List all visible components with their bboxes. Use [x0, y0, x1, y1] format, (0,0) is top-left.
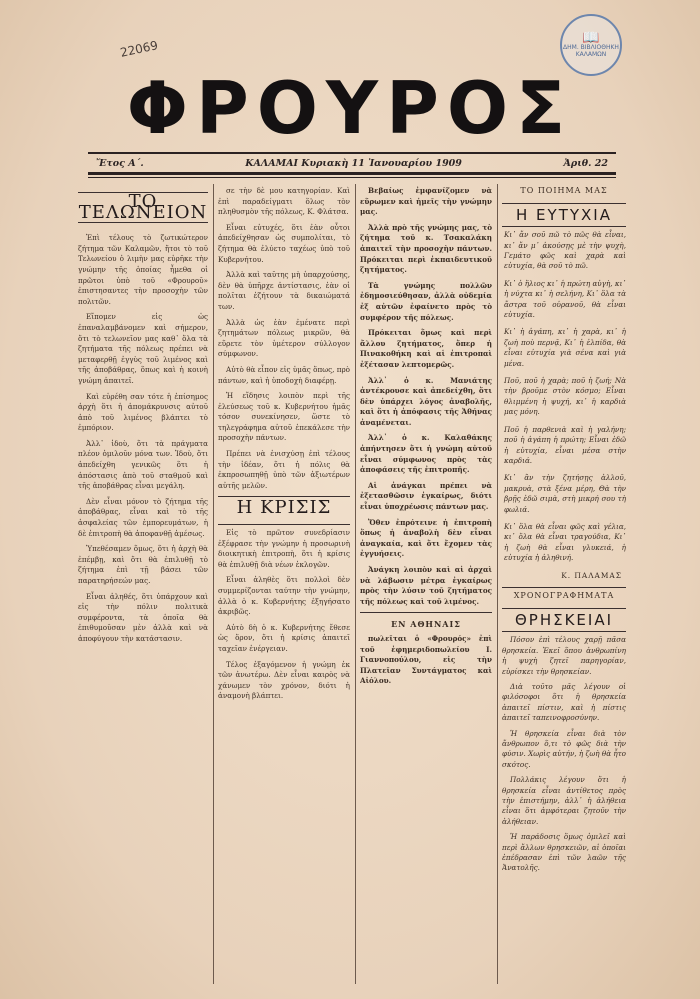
poem-body [502, 230, 626, 563]
section-label: ΧΡΟΝΟΓΡΑΦΗΜΑΤΑ [513, 591, 615, 601]
dateline [96, 156, 608, 170]
article-title: ΤΟ ΤΕΛΩΝΕΙΟΝ [78, 191, 208, 223]
paragraph: σε τὴν δὲ μου κατηγορίαν. Καὶ ἐπὶ παραδείγματι ὅλως τὸν πληθυσμὸν τῆς πόλεως, Κ. Φλάτσα. [218, 186, 350, 217]
paragraph: Εἶναι εὐτυχές, ὅτι ἐὰν οὗτοι ἀπεδείχθησαν ὡς συμπολίται, τὸ ζήτημα θὰ ἐλύετο ταχέως ὑπὸ τοῦ Κυβερνήτου. [218, 222, 350, 264]
paragraph: Ἡ εἴδησις λοιπὸν περὶ τῆς ἐλεύσεως τοῦ κ. Κυβερνήτου ἡμᾶς τόσον συνεκίνησεν, ὥστε τὸ τηλεγράφημα αὐτοῦ ἐπεκάλεσε τὴν προσοχὴν πάντων. [218, 391, 350, 443]
year-label: Ἔτος Α΄. [96, 157, 144, 169]
paragraph: Ἀλλ᾽ ἰδοὺ, ὅτι τὰ πράγματα πλέον ὁμιλοῦν μόνα των. Ἰδοὺ, ὅτι ἀπεδείχθη γενικῶς ὅτι ἡ ἀπόστασις ἀπὸ τοῦ σταθμοῦ καὶ τῆς ἀποβάθρας εἶναι μεγάλη. [78, 438, 208, 491]
paragraph: Ὅθεν ἐπρότεινε ἡ ἐπιτροπὴ ὅπως ἡ ἀναβολὴ δὲν εἶναι ἀναγκαία, καὶ ὅτι ἔχομεν τὰς ἐγγυήσεις. [360, 517, 492, 559]
column-2 [218, 186, 350, 986]
section-rule [502, 631, 626, 632]
poem-title: Η ΕΥΤΥΧΙΑ [516, 205, 612, 224]
paragraph: Ἀλλὰ καὶ ταῦτης μὴ ὑπαρχούσης, δὲν θὰ ὑπῆρχε ἀντίστασις, ἐὰν οἱ πολῖται ἐζήτουν τὰ δικαιώματά των. [218, 270, 350, 311]
bottom-rule-thin [88, 177, 616, 178]
place-date: ΚΑΛΑΜΑΙ Κυριακὴ 11 Ἰανουαρίου 1909 [245, 157, 462, 169]
stamp-text: ΔΗΜ. ΒΙΒΛΙΟΘΗΚΗ ΚΑΛΑΜΩΝ [563, 44, 619, 58]
poem-stanza: Ποῦ, ποῦ ἡ χαρὰ; ποῦ ἡ ζωή; Νὰ τὴν βροῦμε στὸν κόσμο; Εἶναι θλιμμένη ἡ ψυχή, κι᾽ ἡ καρδιὰ μας μόνη. [504, 376, 626, 417]
masthead [90, 68, 610, 148]
paragraph: Τὰ γνώμης πολλῶν ἐδημοσιεύθησαν, ἀλλὰ οὐδεμία ἐξ αὐτῶν ἐφαίνετο πρὸς τὸ συμφέρον τῆς πόλεως. [360, 280, 492, 322]
column-divider [497, 184, 498, 984]
poem-author: Κ. ΠΑΛΑΜΑΣ [561, 570, 622, 580]
notice-text: πωλεῖται ὁ «Φρουρός» ἐπὶ τοῦ ἐφημεριδοπωλείου Ι. Γιαννοπούλου, εἰς τὴν Πλατεῖαν Συντάγματος καὶ Αἰόλου. [360, 633, 492, 686]
paragraph: Ἀλλ᾽ ὁ κ. Μανιάτης ἀντέκρουσε καὶ ἀπεδείχθη, ὅτι δὲν ὑπάρχει λόγος ἀναβολῆς, καὶ ὅτι ἡ ἀπόφασις τῆς Ἀθήνας ἀναμένεται. [360, 375, 492, 427]
section-rule [502, 203, 626, 204]
poem-stanza: Κι᾽ ὁ ἥλιος κι᾽ ἡ πρώτη αὐγὴ, κι᾽ ἡ νύχτα κι᾽ ἡ σελήνη, Κι᾽ ὅλα τὰ ἄστρα τοῦ οὐρανοῦ, θὰ εἶναι εὐτυχία. [504, 278, 626, 320]
issue-number: Ἀριθ. 22 [563, 157, 608, 169]
column-divider [355, 184, 356, 984]
paragraph: Ἡ παράδοσις ὅμως ὁμιλεῖ καὶ περὶ ἄλλων θρησκειῶν, αἱ ὁποῖαι ἐπέδρασαν ἐπὶ τῶν λαῶν τῆς Ἀνατολῆς. [502, 832, 626, 873]
poem-stanza: Κι᾽ ἡ ἀγάπη, κι᾽ ἡ χαρὰ, κι᾽ ἡ ζωὴ ποὺ περνᾷ, Κι᾽ ἡ ἐλπίδα, θὰ εἶναι εὐτυχία γιὰ σένα καὶ γιὰ μένα. [504, 327, 626, 368]
article-title: Η ΚΡΙΣΙΣ [236, 497, 332, 519]
paragraph: Βεβαίως ἐμφανίζομεν νὰ εὕρωμεν καὶ ἡμεῖς τὴν γνώμην μας. [360, 186, 492, 217]
newspaper-title: ΦΡΟΥΡΟΣ [126, 66, 574, 150]
book-icon: 📖 [582, 30, 600, 47]
section-label: ΤΟ ΠΟΙΗΜΑ ΜΑΣ [520, 186, 608, 195]
paragraph: Εἶναι ἀληθὲς ὅτι πολλοὶ δὲν συμμερίζονται ταύτην τὴν γνώμην, ἀλλὰ ὁ κ. Κυβερνήτης ἐξηγήσατο ἀκριβῶς. [218, 575, 350, 617]
top-rule [88, 152, 616, 154]
paragraph: Ἡ θρησκεία εἶναι διὰ τὸν ἄνθρωπον ὅ,τι τὸ φῶς διὰ τὴν φύσιν. Χωρὶς αὐτήν, ἡ ζωὴ θὰ ἦτο σκότος. [502, 728, 626, 769]
paragraph: Αἱ ἀνάγκαι πρέπει νὰ ἐξετασθῶσιν ἐγκαίρως, διότι εἶναι ὑποχρέωσις πάντων μας. [360, 480, 492, 512]
paragraph: Πολλάκις λέγουν ὅτι ἡ θρησκεία εἶναι ἀντίθετος πρὸς τὴν ἐπιστήμην, ἀλλ᾽ ἡ ἀλήθεια εἶναι ὅτι ἀμφότεραι ζητοῦν τὴν ἀλήθειαν. [502, 775, 626, 826]
column-divider [213, 184, 214, 984]
paragraph: Εἰς τὸ πρῶτον συνεδρίασιν ἐξέφρασε τὴν γνώμην ἡ προσωρινὴ διοικητικὴ ἐπιτροπὴ, ὅτι ἡ κρίσις θὰ ἐπιλυθῇ διὰ νέων ἐκλογῶν. [218, 528, 350, 569]
section-rule [502, 608, 626, 609]
poem-stanza: Κι᾽ ὅλα θὰ εἶναι φῶς καὶ γέλια, κι᾽ ὅλα θὰ εἶναι τραγούδια, Κι᾽ ἡ ζωὴ θὰ εἶναι γλυκειά, ἡ εὐτυχία ἡ ἀληθινή. [504, 521, 626, 563]
paragraph: Αὐτὸ δὴ ὁ κ. Κυβερνήτης ἔθεσε ὡς ὅρον, ὅτι ἡ κρίσις ἀπαιτεῖ ταχεῖαν ἐνέργειαν. [218, 622, 350, 653]
column-1 [78, 186, 208, 986]
notice-title: ΕΝ ΑΘΗΝΑΙΣ [391, 619, 461, 630]
article-title: ΘΡΗΣΚΕΙΑΙ [514, 610, 614, 629]
bottom-rule-thick [88, 172, 616, 175]
paragraph: Ἀλλ᾽ ὁ κ. Καλαθάκης ἀπήντησεν ὅτι ἡ γνώμη αὐτοῦ εἶναι σύμφωνος πρὸς τὰς ἀποφάσεις τῆς ἐπιτροπῆς. [360, 433, 492, 475]
paragraph: Πόσον ἐπὶ τέλους χαρῇ πᾶσα θρησκεία. Ἐκεῖ ὅπου ἀνθρωπίνη ἡ ψυχὴ ζητεῖ παρηγορίαν, εὑρίσκει τὴν θρησκείαν. [502, 635, 626, 676]
paragraph: Ἐπὶ τέλους τὸ ζωτικώτερον ζήτημα τῶν Καλαμῶν, ἤτοι τὸ τοῦ Τελωνείου ὁ λιμὴν μας εὑρῆκε τὴν γνώμην τῆς ὁποίας ἦμεθα οἱ πρῶτοι ὑπὸ τοῦ «Φρουροῦ» ἐπιστησαντες τὴν προσοχὴν τῶν πολιτῶν. [78, 233, 208, 306]
paragraph: Εἴπομεν εἰς ὡς ἐπαναλαμβάνομεν καὶ σήμερον, ὅτι τὸ τελωνεῖον μας καθ᾽ ὅλα τὰ ζητήματα τῆς πόλεως πρέπει νὰ μεταφερθῇ ἐγγὺς τοῦ λιμένος καὶ τῆς ἀποβάθρας, ὅπως καὶ ἡ κοινὴ γνώμη ἀπαιτεῖ. [78, 312, 208, 385]
paragraph: Δὲν εἶναι μόνον τὸ ζήτημα τῆς ἀποβάθρας, εἶναι καὶ τὸ τῆς ἀσφαλείας τῶν ἐμπορευμάτων, ἡ δὲ ἐπιτροπὴ θὰ ἀποφανθῇ ἀμέσως. [78, 496, 208, 538]
poem-stanza: Κι᾽ ἄν σοῦ πῶ τὸ πῶς θὰ εἶναι, κι᾽ ἄν μ᾽ ἀκούσῃς μὲ τὴν ψυχὴ, Γεμάτο φῶς καὶ χαρὰ καὶ εὐτυχία, θὰ σοῦ τὸ πῶ. [504, 230, 626, 271]
paragraph: Αὐτὸ θὰ εἶπον εἰς ὑμᾶς ὅπως, πρὸ πάντων, καὶ ἡ ὑποδοχὴ διαφέρῃ. [218, 364, 350, 385]
section-rule [360, 612, 492, 613]
paragraph: Τέλος ἐξαγόμενον ἡ γνώμη ἐκ τῶν ἀνωτέρω. Δὲν εἶναι καιρὸς νὰ χάνωμεν τὸν χρόνον, διότι ἡ ἀναμονὴ βλάπτει. [218, 659, 350, 701]
paragraph: Καὶ εὑρέθη σαν τότε ἡ ἐπίσημος ἀρχὴ ὅτι ἡ ἀπομάκρυνσις αὐτοῦ ἀπὸ τοῦ λιμένος βλάπτει τὸ ἐμπόριον. [78, 391, 208, 433]
handwritten-catalog-number: 22069 [118, 38, 160, 60]
paragraph: Πρόκειται ὅμως καὶ περὶ ἄλλου ζητήματος, ὅπερ ἡ Πινακοθήκη καὶ αἱ ἐπιτροπαὶ ἐξέτασαν λεπτομερῶς. [360, 328, 492, 369]
paragraph: Ἀλλὰ πρὸ τῆς γνώμης μας, τὸ ζήτημα τοῦ κ. Τσακαλάκη ἀπαιτεῖ τὴν προσοχὴν πάντων. Πρόκειται περὶ ἐκπαιδευτικοῦ ζητήματος. [360, 222, 492, 275]
poem-stanza: Κι᾽ ἂν τὴν ζητήσῃς ἀλλοῦ, μακρυὰ, στὰ ξένα μέρη, Θὰ τὴν βρῇς ἐδῶ σιμὰ, στὴ μικρή σου τὴ φωλιά. [504, 473, 626, 514]
column-4 [502, 186, 626, 986]
section-rule [218, 524, 350, 525]
paragraph: Ἀλλὰ ὡς ἐὰν ἐμένατε περὶ ζητημάτων πόλεως μικρῶν, θὰ εὕρετε τὸν ὑμέτερον σύλλογον σύμφωνον. [218, 317, 350, 359]
section-rule [502, 226, 626, 227]
column-3 [360, 186, 492, 986]
paragraph: Πρέπει νὰ ἐνισχύσῃ ἐπὶ τέλους τὴν ἰδέαν, ὅτι ἡ πόλις θὰ ἐκπροσωπηθῇ ὑπὸ τῶν ἀξιωτέρων αὐτῆς μελῶν. [218, 449, 350, 490]
poem-stanza: Ποῦ ἡ παρθενιὰ καὶ ἡ γαλήνη; ποῦ ἡ ἀγάπη ἡ πρώτη; Εἶναι ἐδῶ ἡ εὐτυχία, εἶναι μέσα στὴν καρδιά. [504, 424, 626, 465]
paragraph: Εἶναι ἀληθές, ὅτι ὑπάρχουν καὶ εἰς τὴν πόλιν πολιτικὰ συμφέροντα, τὰ ὁποῖα θὰ ἐπιθυμοῦσαν μὲν ἀλλὰ καὶ νὰ ἀποφύγουν τὴν κατάστασιν. [78, 591, 208, 643]
section-rule [502, 587, 626, 588]
paragraph: Διὰ τοῦτο μᾶς λέγουν οἱ φιλόσοφοι ὅτι ἡ θρησκεία ἀπαιτεῖ πίστιν, καὶ ἡ πίστις ἀπαιτεῖ ταπεινοφροσύνην. [502, 681, 626, 723]
paragraph: Ἀνάγκη λοιπὸν καὶ αἱ ἀρχαὶ νὰ λάβωσιν μέτρα ἐγκαίρως πρὸς τὴν λύσιν τοῦ ζητήματος τῆς πόλεως καὶ τοῦ λιμένος. [360, 565, 492, 606]
paragraph: Ὑπεθέσαμεν ὅμως, ὅτι ἡ ἀρχὴ θὰ ἐπέμβῃ, καὶ ὅτι θὰ ἐπιλυθῇ τὸ ζήτημα ἐπὶ τῇ βάσει τῶν παρατηρήσεών μας. [78, 544, 208, 585]
